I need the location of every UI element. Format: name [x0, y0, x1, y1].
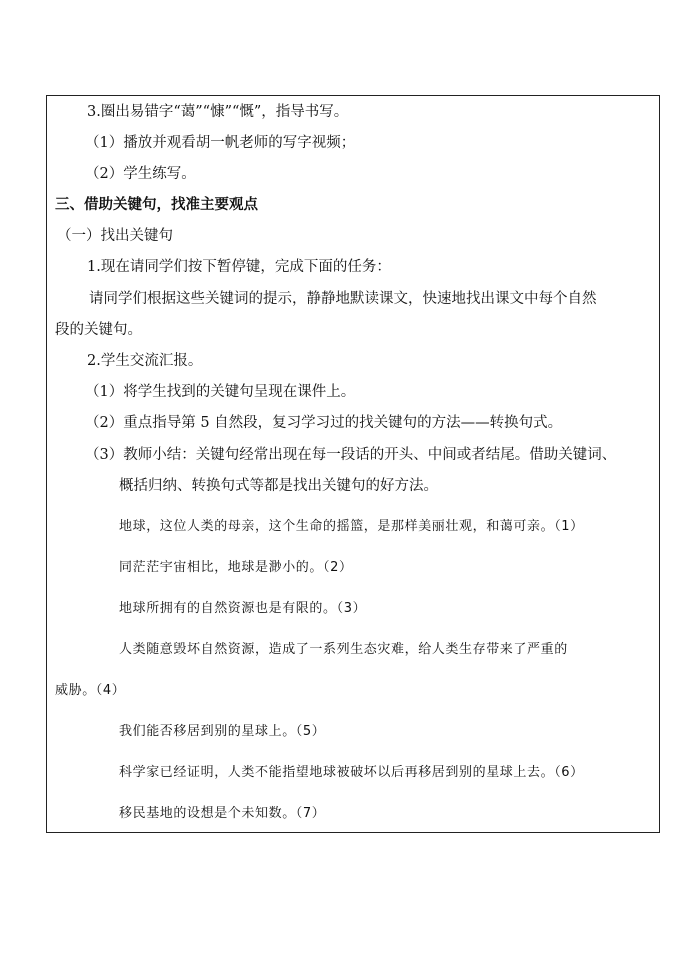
step-3-item-2: （2）学生练写。: [85, 166, 196, 182]
key-sentence-6: 科学家已经证明，人类不能指望地球被破坏以后再移居到别的星球上去。（6）: [119, 765, 584, 780]
key-sentence-4-cont: 威胁。（4）: [55, 683, 126, 698]
key-sentence-1: 地球，这位人类的母亲，这个生命的摇篮，是那样美丽壮观，和蔼可亲。（1）: [119, 519, 584, 534]
key-sentence-4: 人类随意毁坏自然资源，造成了一系列生态灾难，给人类生存带来了严重的: [119, 642, 568, 657]
task-2-item-3: （3）教师小结：关键句经常出现在每一段话的开头、中间或者结尾。借助关键词、: [85, 447, 617, 463]
step-3-item-1: （1）播放并观看胡一帆老师的写字视频；: [85, 135, 356, 151]
task-instruction: 请同学们根据这些关键词的提示，静静地默读课文，快速地找出课文中每个自然: [89, 291, 597, 307]
task-instruction-cont: 段的关键句。: [55, 322, 142, 338]
key-sentence-3: 地球所拥有的自然资源也是有限的。（3）: [119, 601, 367, 616]
task-2-item-2: （2）重点指导第 5 自然段，复习学习过的找关键句的方法——转换句式。: [85, 415, 563, 431]
section-3-heading: 三、借助关键句，找准主要观点: [55, 196, 258, 213]
task-2-text: 2.学生交流汇报。: [87, 353, 203, 369]
task-2-item-3-cont: 概括归纳、转换句式等都是找出关键句的好方法。: [119, 478, 438, 494]
task-1-text: 1.现在请同学们按下暂停键，完成下面的任务：: [87, 259, 391, 275]
subsection-1-heading: （一）找出关键句: [57, 228, 173, 244]
step-3-text: 3.圈出易错字“蔼”“慷”“慨”，指导书写。: [87, 104, 349, 120]
content-box: [46, 95, 660, 833]
task-2-item-1: （1）将学生找到的关键句呈现在课件上。: [85, 384, 356, 400]
key-sentence-2: 同茫茫宇宙相比，地球是渺小的。（2）: [119, 560, 353, 575]
key-sentence-5: 我们能否移居到别的星球上。（5）: [119, 724, 326, 739]
key-sentence-7: 移民基地的设想是个未知数。（7）: [119, 806, 326, 821]
